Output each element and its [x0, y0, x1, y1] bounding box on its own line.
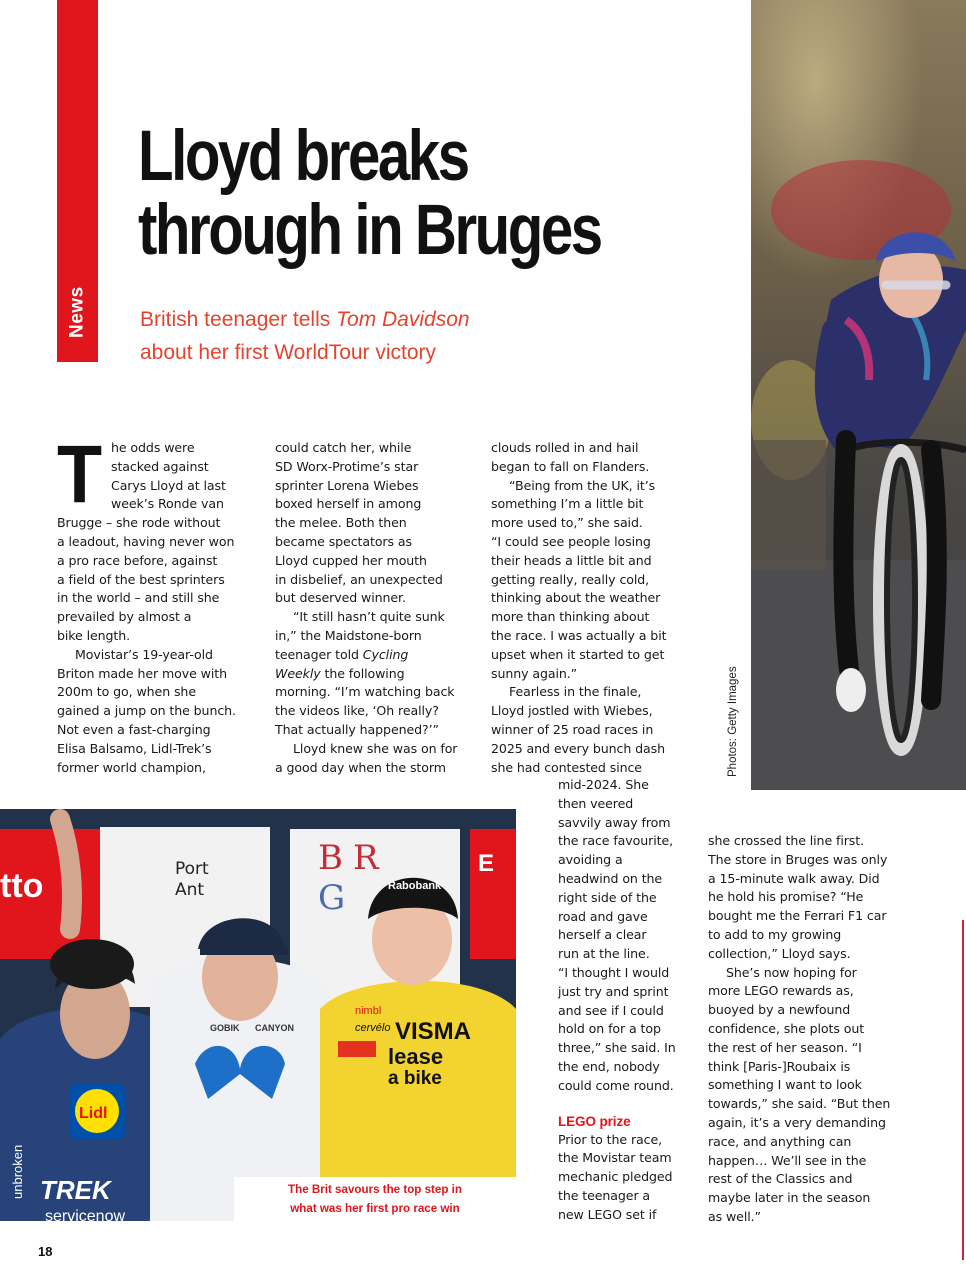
body-line: SD Worx-Protime’s star [275, 458, 419, 474]
body-line: savvily away from [558, 814, 671, 830]
body-line: Carys Lloyd at last [111, 477, 226, 493]
standfirst [140, 303, 660, 369]
body-line: the Movistar team [558, 1150, 672, 1166]
body-line: in the world – and still she [57, 590, 220, 606]
body-line: became spectators as [275, 533, 412, 549]
body-line: happen… We’ll see in the [708, 1152, 867, 1168]
body-line: clouds rolled in and hail [491, 440, 639, 455]
body-line: Lloyd cupped her mouth [275, 552, 427, 568]
body-line: towards,” she said. “But then [708, 1096, 891, 1112]
page-number: 18 [38, 1244, 53, 1259]
body-line [275, 665, 480, 684]
body-line: in disbelief, an unexpected [275, 571, 443, 587]
body-line: winner of 25 road races in [491, 721, 654, 737]
body-line: right side of the [558, 889, 657, 905]
body-line: Fearless in the finale, [509, 684, 642, 700]
standfirst-line-2: about her first WorldTour victory [140, 341, 437, 364]
body-text: teenager told [275, 646, 363, 662]
headline [138, 117, 630, 270]
body-line: mid-2024. She [558, 777, 649, 792]
body-line: Elisa Balsamo, Lidl-Trek’s [57, 740, 212, 756]
body-line: Brugge – she rode without [57, 515, 221, 531]
body-line: a pro race before, against [57, 552, 218, 568]
body-line: three,” she said. In [558, 1040, 676, 1056]
body-line: the race. I was actually a bit [491, 627, 667, 643]
sponsor-rabobank: Rabobank [388, 880, 442, 892]
sponsor-nimbl: nimbl [355, 1005, 382, 1017]
sponsor-unbroken: unbroken [10, 1144, 25, 1199]
headline-line-1: Lloyd breaks [138, 117, 468, 196]
cyclist-photo-illustration [751, 0, 966, 790]
body-line: buoyed by a newfound [708, 1002, 851, 1018]
body-line: thinking about the weather [491, 590, 661, 606]
body-line: a field of the best sprinters [57, 571, 225, 587]
backdrop-port: Port [175, 859, 209, 879]
body-line: a 15-minute walk away. Did [708, 870, 880, 886]
body-line: a leadout, having never won [57, 533, 235, 549]
caption-line-2: what was her first pro race win [290, 1202, 460, 1215]
body-line: gained a jump on the bunch. [57, 703, 236, 719]
body-line: stacked against [111, 458, 209, 474]
backdrop-bruges-lower: G [318, 878, 356, 918]
body-line: he odds were [111, 440, 195, 455]
sponsor-servicenow: servicenow [45, 1208, 126, 1221]
body-line: the teenager a [558, 1187, 651, 1203]
body-column-2 [275, 439, 480, 777]
body-line: The store in Bruges was only [708, 851, 888, 867]
body-column-1 [57, 439, 257, 777]
body-line: Movistar’s 19-year-old [75, 646, 213, 662]
body-line: bought me the Ferrari F1 car [708, 908, 887, 924]
body-line: run at the line. [558, 946, 650, 962]
body-line: Prior to the race, [558, 1131, 663, 1147]
body-line: “It still hasn’t quite sunk [293, 609, 445, 625]
sponsor-lease: lease [388, 1044, 444, 1069]
body-line: 2025 and every bunch dash [491, 740, 665, 756]
backdrop-bruges: BR [318, 838, 389, 878]
body-line: Lloyd knew she was on for [293, 740, 458, 756]
sponsor-gobik: GOBIK [210, 1023, 240, 1033]
body-line: That actually happened?’” [275, 721, 439, 737]
body-line: to add to my growing [708, 926, 842, 942]
drop-cap-letter: T [57, 429, 103, 520]
body-line: could come round. [558, 1077, 674, 1093]
body-line: could catch her, while [275, 440, 412, 455]
cyclist-photo [751, 0, 966, 790]
body-line: hold on for a top [558, 1021, 661, 1037]
body-line: She’s now hoping for [726, 964, 857, 980]
body-line: more LEGO rewards as, [708, 983, 854, 999]
standfirst-lead: British teenager tells [140, 308, 337, 331]
body-line: more used to,” she said. [491, 515, 643, 531]
body-line: just try and sprint [558, 983, 669, 999]
body-line: as well.” [708, 1208, 761, 1224]
body-line: a good day when the storm [275, 759, 446, 775]
body-line: but deserved winner. [275, 590, 406, 606]
sponsor-lidl: Lidl [79, 1105, 108, 1122]
body-line: bike length. [57, 627, 131, 643]
body-line: sprinter Lorena Wiebes [275, 477, 419, 493]
backdrop-right: E [478, 850, 495, 877]
body-line: week’s Ronde van [111, 496, 224, 512]
sponsor-visma: VISMA [395, 1018, 472, 1045]
caption-line-1: The Brit savours the top step in [288, 1183, 462, 1196]
body-line: she crossed the line first. [708, 833, 865, 848]
page-edge-rule [962, 920, 964, 1260]
sponsor-trek: TREK [40, 1175, 111, 1205]
sponsor-abike: a bike [388, 1068, 442, 1089]
section-tab-label: News [66, 286, 88, 338]
podium-photo [0, 809, 516, 1221]
body-line: morning. “I’m watching back [275, 684, 455, 700]
body-line: the melee. Both then [275, 515, 407, 531]
body-line: former world champion, [57, 759, 206, 775]
body-line: “I thought I would [558, 964, 670, 980]
body-line: prevailed by almost a [57, 609, 192, 625]
body-line: in,” the Maidstone-born [275, 627, 422, 643]
sponsor-cervelo: cervélo [355, 1022, 391, 1034]
body-line: she had contested since [491, 759, 642, 775]
body-line: something I want to look [708, 1077, 862, 1093]
body-line: mechanic pledged [558, 1169, 673, 1185]
body-line: 200m to go, when she [57, 684, 196, 700]
publication-name: Cycling [362, 646, 409, 662]
body-line: new LEGO set if [558, 1206, 657, 1222]
subheading: LEGO prize [558, 1113, 631, 1129]
body-line: the videos like, ‘Oh really? [275, 703, 439, 719]
body-column-3 [491, 439, 696, 777]
body-line: race, and anything can [708, 1133, 852, 1149]
body-line: upset when it started to get [491, 646, 665, 662]
body-line: herself a clear [558, 927, 647, 943]
body-line: again, it’s a very demanding [708, 1114, 886, 1130]
backdrop-sponsor: tto [0, 867, 44, 905]
body-line: their heads a little bit and [491, 552, 652, 568]
body-line [275, 646, 480, 665]
body-line: confidence, she plots out [708, 1020, 865, 1036]
body-line: began to fall on Flanders. [491, 458, 650, 474]
body-line: boxed herself in among [275, 496, 422, 512]
publication-name: Weekly [275, 665, 321, 681]
standfirst-author: Tom Davidson [336, 308, 470, 331]
body-line: something I’m a little bit [491, 496, 644, 512]
body-line: road and gave [558, 908, 648, 924]
body-line: rest of the Classics and [708, 1171, 853, 1187]
sponsor-canyon: CANYON [255, 1023, 295, 1033]
body-column-3-lower [558, 776, 698, 1225]
body-line: maybe later in the season [708, 1190, 871, 1206]
body-line: then veered [558, 795, 634, 811]
body-line: avoiding a [558, 852, 623, 868]
body-line: the race favourite, [558, 833, 673, 849]
body-column-4 [708, 832, 918, 1227]
body-line: Briton made her move with [57, 665, 227, 681]
body-line: “I could see people losing [491, 533, 651, 549]
body-line: sunny again.” [491, 665, 578, 681]
photo-caption [234, 1177, 516, 1221]
body-line: he hold his promise? “He [708, 889, 864, 905]
backdrop-antwerp: Ant [175, 880, 205, 900]
body-text: the following [320, 665, 405, 681]
body-line: the rest of her season. “I [708, 1039, 862, 1055]
body-line: “Being from the UK, it’s [509, 477, 656, 493]
body-line: and see if I could [558, 1002, 664, 1018]
body-line: Not even a fast-charging [57, 721, 211, 737]
body-line: more than thinking about [491, 609, 650, 625]
body-line: headwind on the [558, 870, 663, 886]
body-line: collection,” Lloyd says. [708, 945, 851, 961]
body-line: the end, nobody [558, 1058, 660, 1074]
headline-line-2: through in Bruges [138, 191, 601, 270]
podium-photo-illustration [0, 809, 516, 1221]
body-line: getting really, really cold, [491, 571, 650, 587]
body-line: Lloyd jostled with Wiebes, [491, 703, 653, 719]
body-line: think [Paris-]Roubaix is [708, 1058, 851, 1074]
photo-credit: Photos: Getty Images [727, 666, 739, 778]
